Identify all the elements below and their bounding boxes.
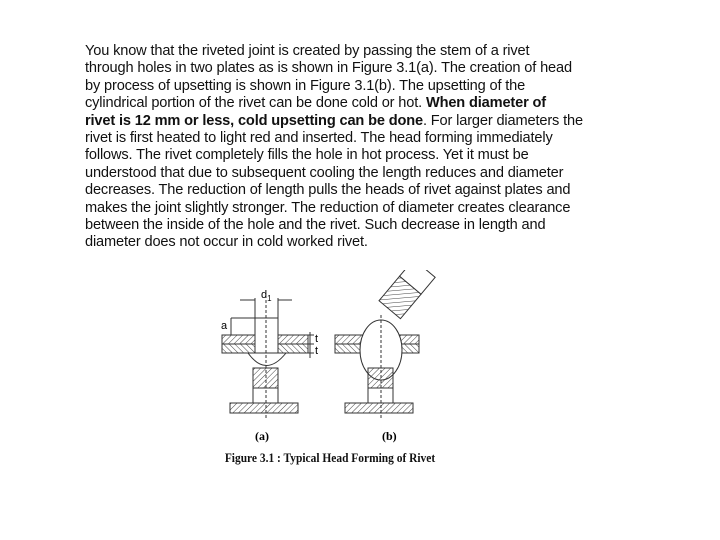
text-line: decreases. The reduction of length pulls the heads of rivet against plates and — [85, 182, 571, 199]
text-line: makes the joint slightly stronger. The reduction of diameter creates clearance — [85, 199, 571, 216]
body-paragraph — [85, 43, 665, 252]
dimension-label-t: t — [315, 333, 319, 345]
figure-caption: Figure 3.1 : Typical Head Forming of Rivet — [224, 450, 436, 465]
text-line: between the inside of the hole and the rivet. Such decrease in length and — [85, 217, 546, 234]
text-segment: . For larger diameters the — [422, 112, 583, 129]
text-line: rivet is first heated to light red and inserted. The head forming immediately — [85, 130, 553, 147]
text-line — [85, 113, 665, 130]
dimension-label-d1: $d_1$ — [261, 289, 272, 303]
diagram-a — [222, 298, 314, 420]
text-line: through holes in two plates as is shown in Figure 3.1(a). The creation of head — [85, 60, 572, 77]
bold-text: When diameter of — [425, 95, 546, 112]
figure-label-b: (b) — [382, 429, 397, 443]
text-line: diameter does not occur in cold worked rivet. — [85, 234, 368, 251]
diagram-b — [335, 270, 435, 420]
figure-label-a: (a) — [255, 429, 269, 443]
rivet-head-forming-figure — [200, 270, 460, 450]
text-line — [85, 95, 665, 112]
text-line: understood that due to subsequent cooling the length reduces and diameter — [85, 164, 564, 181]
text-segment: cylindrical portion of the rivet can be done cold or hot. — [85, 95, 426, 112]
text-line: by process of upsetting is shown in Figure 3.1(b). The upsetting of the — [85, 77, 526, 94]
dimension-label-a: a — [221, 320, 228, 332]
bold-text: rivet is 12 mm or less, cold upsetting can be done — [85, 112, 423, 129]
dimension-label-t: t — [315, 345, 319, 357]
text-line: follows. The rivet completely fills the hole in hot process. Yet it must be — [85, 147, 529, 164]
text-line: You know that the riveted joint is created by passing the stem of a rivet — [85, 43, 530, 59]
